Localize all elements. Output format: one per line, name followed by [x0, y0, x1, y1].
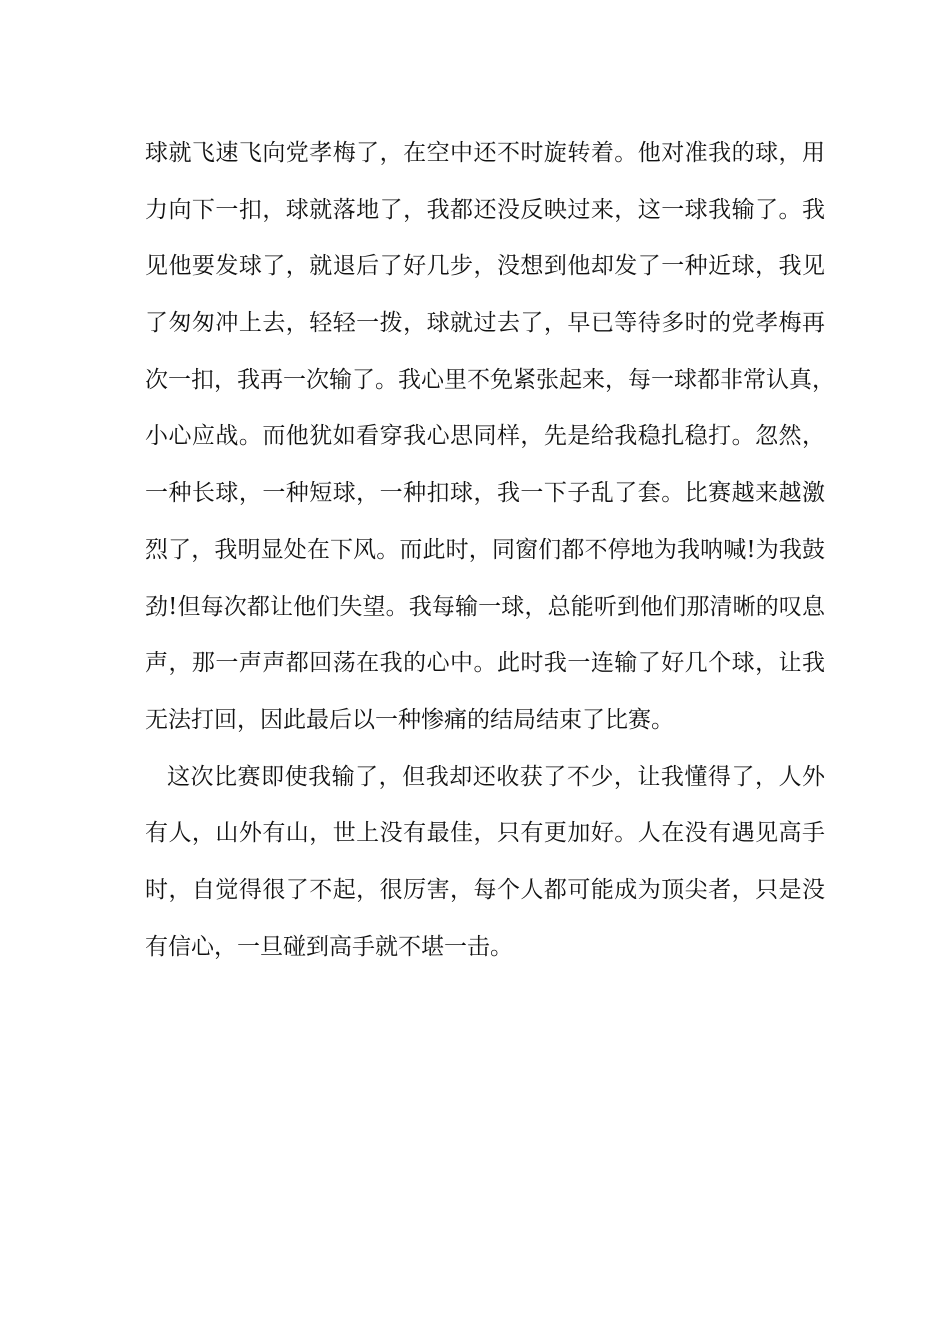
paragraph-1 [145, 137, 835, 761]
text-line: 烈了，我明显处在下风。而此时，同窗们都不停地为我呐喊!为我鼓 [145, 536, 825, 563]
text-line: 无法打回，因此最后以一种惨痛的结局结束了比赛。 [145, 706, 674, 733]
text-line: 有人，山外有山，世上没有最佳，只有更加好。人在没有遇见高手 [145, 820, 825, 847]
text-line: 了匆匆冲上去，轻轻一拨，球就过去了，早已等待多时的党孝梅再 [145, 310, 825, 337]
text-line: 球就飞速飞向党孝梅了，在空中还不时旋转着。他对准我的球，用 [145, 140, 825, 166]
text-line: 声，那一声声都回荡在我的心中。此时我一连输了好几个球，让我 [145, 650, 825, 677]
text-line: 这次比赛即使我输了，但我却还收获了不少，让我懂得了，人外 [167, 763, 825, 790]
text-line: 劲!但每次都让他们失望。我每输一球，总能听到他们那清晰的叹息 [145, 593, 825, 620]
text-line: 一种长球，一种短球，一种扣球，我一下子乱了套。比赛越来越激 [145, 480, 825, 507]
document-body [145, 137, 835, 987]
paragraph-2 [145, 761, 825, 988]
text-line: 力向下一扣，球就落地了，我都还没反映过来，这一球我输了。我 [145, 196, 825, 223]
text-line: 时，自觉得很了不起，很厉害，每个人都可能成为顶尖者，只是没 [145, 876, 825, 903]
text-line: 见他要发球了，就退后了好几步，没想到他却发了一种近球，我见 [145, 253, 825, 280]
text-line: 有信心，一旦碰到高手就不堪一击。 [145, 933, 513, 960]
text-line: 次一扣，我再一次输了。我心里不免紧张起来，每一球都非常认真， [145, 366, 835, 393]
text-line: 小心应战。而他犹如看穿我心思同样，先是给我稳扎稳打。忽然， [145, 423, 825, 450]
